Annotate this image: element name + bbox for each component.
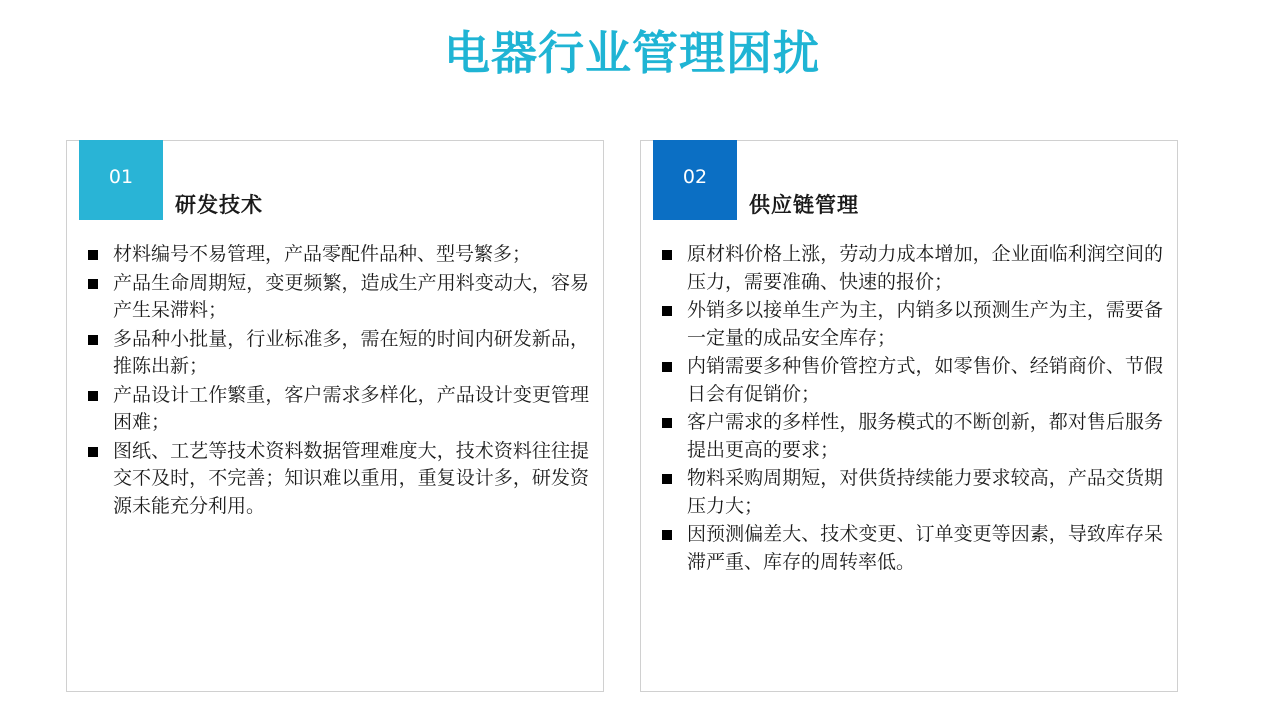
- square-bullet-icon: [88, 335, 98, 345]
- square-bullet-icon: [662, 250, 672, 260]
- list-item-text: 原材料价格上涨，劳动力成本增加，企业面临利润空间的压力，需要准确、快速的报价；: [687, 243, 1163, 293]
- card-supply-chain-management: [640, 140, 1178, 692]
- card-number-badge: [79, 140, 163, 220]
- card-research-development: [66, 140, 604, 692]
- square-bullet-icon: [662, 530, 672, 540]
- square-bullet-icon: [88, 391, 98, 401]
- list-item-text: 客户需求的多样性，服务模式的不断创新，都对售后服务提出更高的要求；: [687, 411, 1163, 461]
- list-item: [659, 409, 1163, 464]
- list-item: [659, 521, 1163, 576]
- square-bullet-icon: [662, 362, 672, 372]
- list-item: [659, 465, 1163, 520]
- card-number-badge: [653, 140, 737, 220]
- square-bullet-icon: [662, 306, 672, 316]
- card-number-label: 01: [108, 166, 134, 188]
- list-item-text: 多品种小批量，行业标准多，需在短的时间内研发新品，推陈出新；: [113, 327, 589, 378]
- page-title: 电器行业管理困扰: [444, 26, 820, 80]
- list-item-text: 材料编号不易管理，产品零配件品种、型号繁多；: [113, 243, 532, 265]
- cards-container: [0, 140, 1264, 700]
- list-item: [85, 241, 589, 269]
- list-item-text: 外销多以接单生产为主，内销多以预测生产为主，需要备一定量的成品安全库存；: [687, 299, 1163, 349]
- bullet-list: [85, 241, 589, 521]
- list-item: [85, 438, 589, 521]
- card-heading: 供应链管理: [749, 193, 859, 217]
- list-item: [659, 353, 1163, 408]
- list-item-text: 图纸、工艺等技术资料数据管理难度大，技术资料往往提交不及时，不完善；知识难以重用，重复设计多，研发资源未能充分利用。: [113, 439, 589, 517]
- square-bullet-icon: [662, 474, 672, 484]
- list-item-text: 因预测偏差大、技术变更、订单变更等因素，导致库存呆滞严重、库存的周转率低。: [687, 523, 1163, 574]
- card-number-label: 02: [682, 166, 708, 188]
- card-heading: 研发技术: [175, 193, 263, 217]
- list-item: [659, 241, 1163, 296]
- square-bullet-icon: [88, 250, 98, 260]
- square-bullet-icon: [662, 418, 672, 428]
- list-item-text: 物料采购周期短，对供货持续能力要求较高，产品交货期压力大；: [687, 467, 1163, 517]
- list-item-text: 产品生命周期短，变更频繁，造成生产用料变动大，容易产生呆滞料；: [113, 271, 589, 322]
- list-item: [85, 326, 589, 381]
- list-item: [85, 270, 589, 325]
- square-bullet-icon: [88, 279, 98, 289]
- list-item-text: 内销需要多种售价管控方式，如零售价、经销商价、节假日会有促销价；: [687, 355, 1163, 405]
- list-item: [85, 382, 589, 437]
- list-item-text: 产品设计工作繁重，客户需求多样化，产品设计变更管理困难；: [113, 383, 589, 434]
- square-bullet-icon: [88, 447, 98, 457]
- list-item: [659, 297, 1163, 352]
- bullet-list: [659, 241, 1163, 578]
